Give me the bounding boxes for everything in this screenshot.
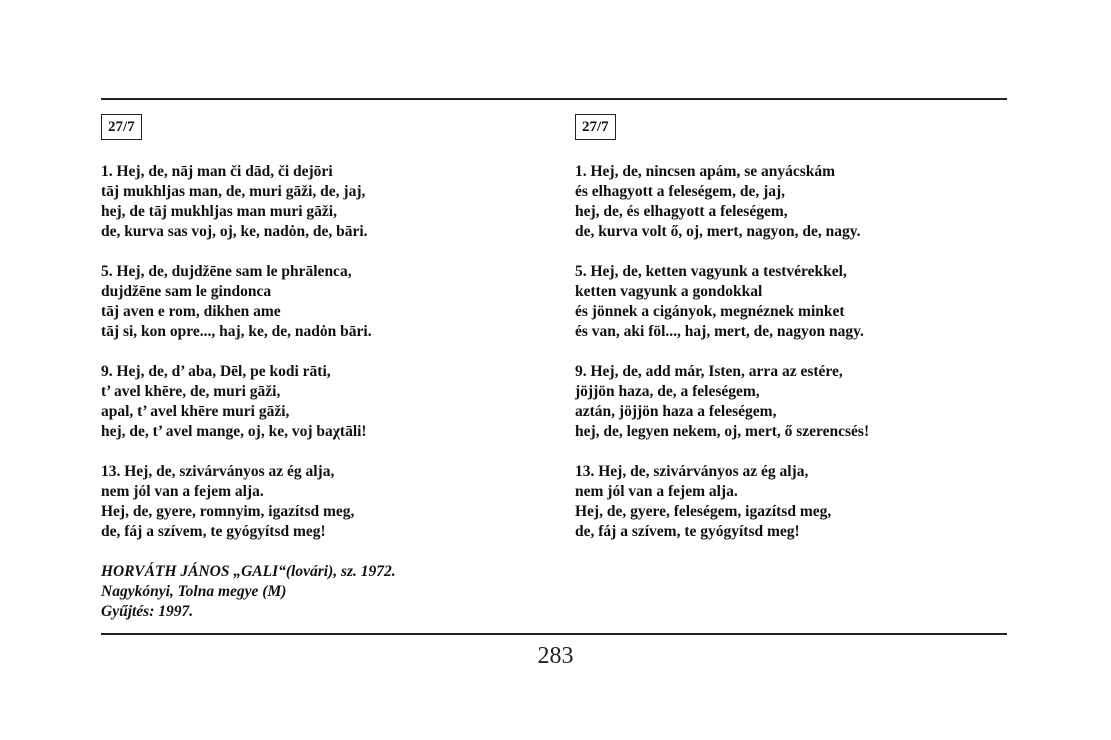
stanza-9 xyxy=(101,362,541,442)
verse-line: dujdžēne sam le gindonca xyxy=(101,283,272,300)
verse-line: tāj aven e rom, dikhen ame xyxy=(101,303,281,320)
verse-line: hej, de, t’ avel mange, oj, ke, voj baχtāli! xyxy=(101,423,367,440)
verse-line: nem jól van a fejem alja. xyxy=(101,483,264,500)
collection-year: Gyűjtés: 1997. xyxy=(101,603,194,620)
stanza-5 xyxy=(575,262,1007,342)
verse-line: apal, t’ avel khēre muri gāži, xyxy=(101,403,290,420)
verse-line: Hej, de, gyere, feleségem, igazítsd meg, xyxy=(575,503,832,520)
verse-line: tāj si, kon opre..., haj, ke, de, nadȯn bāri. xyxy=(101,323,372,340)
stanza-13 xyxy=(575,462,1007,542)
verse-line: hej, de, legyen nekem, oj, mert, ő szerencsés! xyxy=(575,423,870,440)
left-column-romani xyxy=(101,114,541,622)
stanza-1 xyxy=(101,162,541,242)
performer-name: HORVÁTH JÁNOS „GALI“(lovári), sz. 1972. xyxy=(101,563,396,580)
verse-line: de, kurva volt ő, oj, mert, nagyon, de, nagy. xyxy=(575,223,861,240)
top-rule xyxy=(101,98,1007,100)
stanza-9 xyxy=(575,362,1007,442)
performer-location: Nagykónyi, Tolna megye (M) xyxy=(101,583,287,600)
verse-line: ketten vagyunk a gondokkal xyxy=(575,283,763,300)
verse-line: Hej, de, gyere, romnyim, igazítsd meg, xyxy=(101,503,355,520)
verse-line: 13. Hej, de, szivárványos az ég alja, xyxy=(101,463,335,480)
verse-line: 5. Hej, de, ketten vagyunk a testvérekkel, xyxy=(575,263,847,280)
verse-line: 9. Hej, de, d’ aba, Dēl, pe kodi rāti, xyxy=(101,363,331,380)
verse-line: aztán, jöjjön haza a feleségem, xyxy=(575,403,777,420)
song-number-box: 27/7 xyxy=(575,114,616,140)
verse-line: nem jól van a fejem alja. xyxy=(575,483,738,500)
verse-line: 1. Hej, de, nincsen apám, se anyácskám xyxy=(575,163,836,180)
verse-line: 9. Hej, de, add már, Isten, arra az estére, xyxy=(575,363,843,380)
song-number-box: 27/7 xyxy=(101,114,142,140)
verse-line: 13. Hej, de, szivárványos az ég alja, xyxy=(575,463,809,480)
verse-line: de, fáj a szívem, te gyógyítsd meg! xyxy=(101,523,326,540)
right-column-hungarian xyxy=(575,114,1007,562)
verse-line: tāj mukhljas man, de, muri gāži, de, jaj, xyxy=(101,183,366,200)
performer-credits xyxy=(101,562,541,622)
verse-line: de, kurva sas voj, oj, ke, nadȯn, de, bāri. xyxy=(101,223,368,240)
verse-line: jöjjön haza, de, a feleségem, xyxy=(575,383,760,400)
verse-line: hej, de, és elhagyott a feleségem, xyxy=(575,203,788,220)
stanza-1 xyxy=(575,162,1007,242)
verse-line: és van, aki föl..., haj, mert, de, nagyon nagy. xyxy=(575,323,864,340)
bottom-rule xyxy=(101,633,1007,635)
verse-line: t’ avel khēre, de, muri gāži, xyxy=(101,383,281,400)
verse-line: és elhagyott a feleségem, de, jaj, xyxy=(575,183,786,200)
verse-line: hej, de tāj mukhljas man muri gāži, xyxy=(101,203,337,220)
stanza-13 xyxy=(101,462,541,542)
verse-line: 5. Hej, de, dujdžēne sam le phrālenca, xyxy=(101,263,352,280)
stanza-5 xyxy=(101,262,541,342)
verse-line: 1. Hej, de, nāj man či dād, či dejōri xyxy=(101,163,333,180)
verse-line: és jönnek a cigányok, megnéznek minket xyxy=(575,303,845,320)
page-number: 283 xyxy=(537,643,574,669)
verse-line: de, fáj a szívem, te gyógyítsd meg! xyxy=(575,523,800,540)
